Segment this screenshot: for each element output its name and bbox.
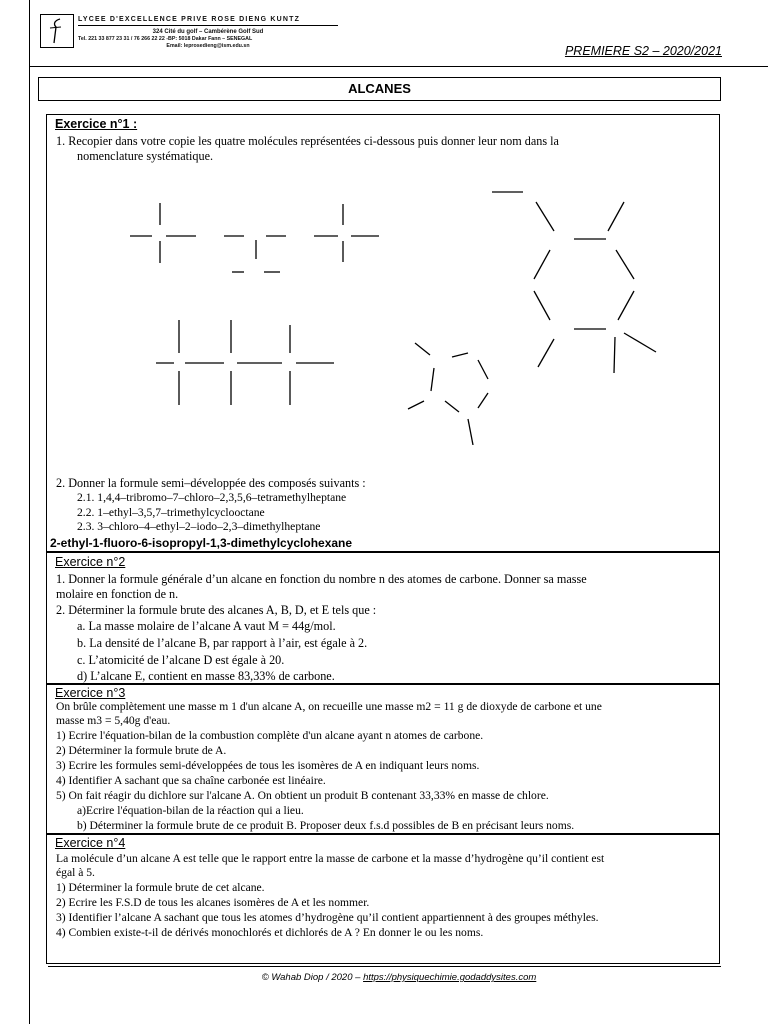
ex3-line-5: 3) Ecrire les formules semi-développées de tous les isomères de A en indiquant leurs noms. (56, 759, 480, 772)
ex1-item-2-3: 2.3. 3–chloro–4–ethyl–2–iodo–2,3–dimethylheptane (77, 520, 321, 533)
molecule-1 (130, 203, 379, 272)
molecule-drawings (46, 115, 720, 445)
footer-divider (48, 966, 721, 967)
header-divider (30, 66, 768, 67)
logo-icon (41, 15, 73, 47)
ex1-extra-compound: 2-ethyl-1-fluoro-6-isopropyl-1,3-dimethylcyclohexane (50, 536, 353, 550)
ex2-item-a: a. La masse molaire de l’alcane A vaut M = 44g/mol. (77, 619, 336, 633)
footer-link[interactable]: https://physiquechimie.godaddysites.com (363, 972, 537, 983)
exercise-3-title: Exercice n°3 (55, 686, 126, 700)
ex3-line-1: On brûle complètement une masse m 1 d'un alcane A, on recueille une masse m2 = 11 g de dioxyde de carbone et une (56, 700, 602, 713)
molecule-2 (156, 320, 334, 405)
molecule-4 (492, 192, 656, 373)
class-level: PREMIERE S2 – 2020/2021 (564, 44, 722, 58)
ex3-line-2: masse m3 = 5,40g d'eau. (56, 714, 171, 727)
exercise-2-box (46, 552, 720, 684)
ex2-line-2: molaire en fonction de n. (56, 587, 179, 601)
exercise-1-title: Exercice n°1 : (55, 117, 138, 131)
exercise-3-box (46, 684, 720, 834)
school-header (78, 16, 338, 49)
ex2-item-b: b. La densité de l’alcane B, par rapport à l’air, est égale à 2. (77, 636, 368, 650)
ex1-item-2-2: 2.2. 1–ethyl–3,5,7–trimethylcyclooctane (77, 506, 265, 519)
ex2-line-3: 2. Déterminer la formule brute des alcanes A, B, D, et E tels que : (56, 603, 377, 617)
ex3-line-7: 5) On fait réagir du dichlore sur l'alcane A. On obtient un produit B contenant 33,33% en masse de chlore. (56, 789, 549, 802)
ex4-line-1: La molécule d’un alcane A est telle que le rapport entre la masse de carbone et la masse d’hydrogène qu’il contient est (56, 852, 605, 865)
ex3-line-3: 1) Ecrire l'équation-bilan de la combustion complète d'un alcane ayant n atomes de carbone. (56, 729, 484, 742)
ex4-line-6: 4) Combien existe-t-il de dérivés monochlorés et dichlorés de A ? En donner le ou les noms. (56, 926, 484, 939)
ex1-item-2-1: 2.1. 1,4,4–tribromo–7–chloro–2,3,5,6–tetramethylheptane (77, 491, 347, 504)
ex2-line-1: 1. Donner la formule générale d’un alcane en fonction du nombre n des atomes de carbone. Donner sa masse (56, 572, 587, 586)
footer (30, 972, 768, 983)
school-logo (40, 14, 74, 48)
ex3-line-4: 2) Déterminer la formule brute de A. (56, 744, 227, 757)
ex3-line-9: b) Déterminer la formule brute de ce produit B. Proposer deux f.s.d possibles de B en précisant leurs noms. (77, 819, 575, 832)
ex4-line-2: égal à 5. (56, 866, 95, 879)
ex4-line-5: 3) Identifier l’alcane A sachant que tous les atomes d’hydrogène qu’il contient appartiennent à des groupes méthyles. (56, 911, 599, 924)
school-phone: Tel. 221 33 877 23 31 / 76 266 22 22 -BP: 5018 Dakar Fann – SENEGAL (78, 36, 253, 42)
left-margin-line (29, 0, 30, 1024)
exercise-4-title: Exercice n°4 (55, 836, 126, 850)
school-name: LYCEE D'EXCELLENCE PRIVE ROSE DIENG KUNTZ (78, 16, 338, 26)
ex3-line-8: a)Ecrire l'équation-bilan de la réaction qui a lieu. (77, 804, 304, 817)
footer-credit: © Wahab Diop / 2020 – (261, 972, 364, 983)
school-email: Email: leprosedieng@ism.edu.sn (166, 43, 250, 49)
molecule-3 (408, 343, 488, 445)
ex4-line-3: 1) Déterminer la formule brute de cet alcane. (56, 881, 265, 894)
ex1-question-1-line2: nomenclature systématique. (77, 149, 214, 163)
ex2-item-c: c. L’atomicité de l’alcane D est égale à 20. (77, 653, 285, 667)
ex3-line-6: 4) Identifier A sachant que sa chaîne carbonée est linéaire. (56, 774, 326, 787)
school-address: 324 Cité du golf – Cambérène Golf Sud (152, 29, 264, 35)
page-title: ALCANES (38, 77, 721, 101)
ex1-question-1-line1: 1. Recopier dans votre copie les quatre molécules représentées ci-dessous puis donner leur nom dans la (56, 134, 559, 148)
ex4-line-4: 2) Ecrire les F.S.D de tous les alcanes isomères de A et les nommer. (56, 896, 370, 909)
exercise-4-box (46, 834, 720, 964)
exercise-2-title: Exercice n°2 (55, 555, 126, 569)
ex2-item-d: d) L’alcane E, contient en masse 83,33% de carbone. (77, 669, 335, 683)
ex1-question-2: 2. Donner la formule semi–développée des composés suivants : (56, 476, 366, 490)
